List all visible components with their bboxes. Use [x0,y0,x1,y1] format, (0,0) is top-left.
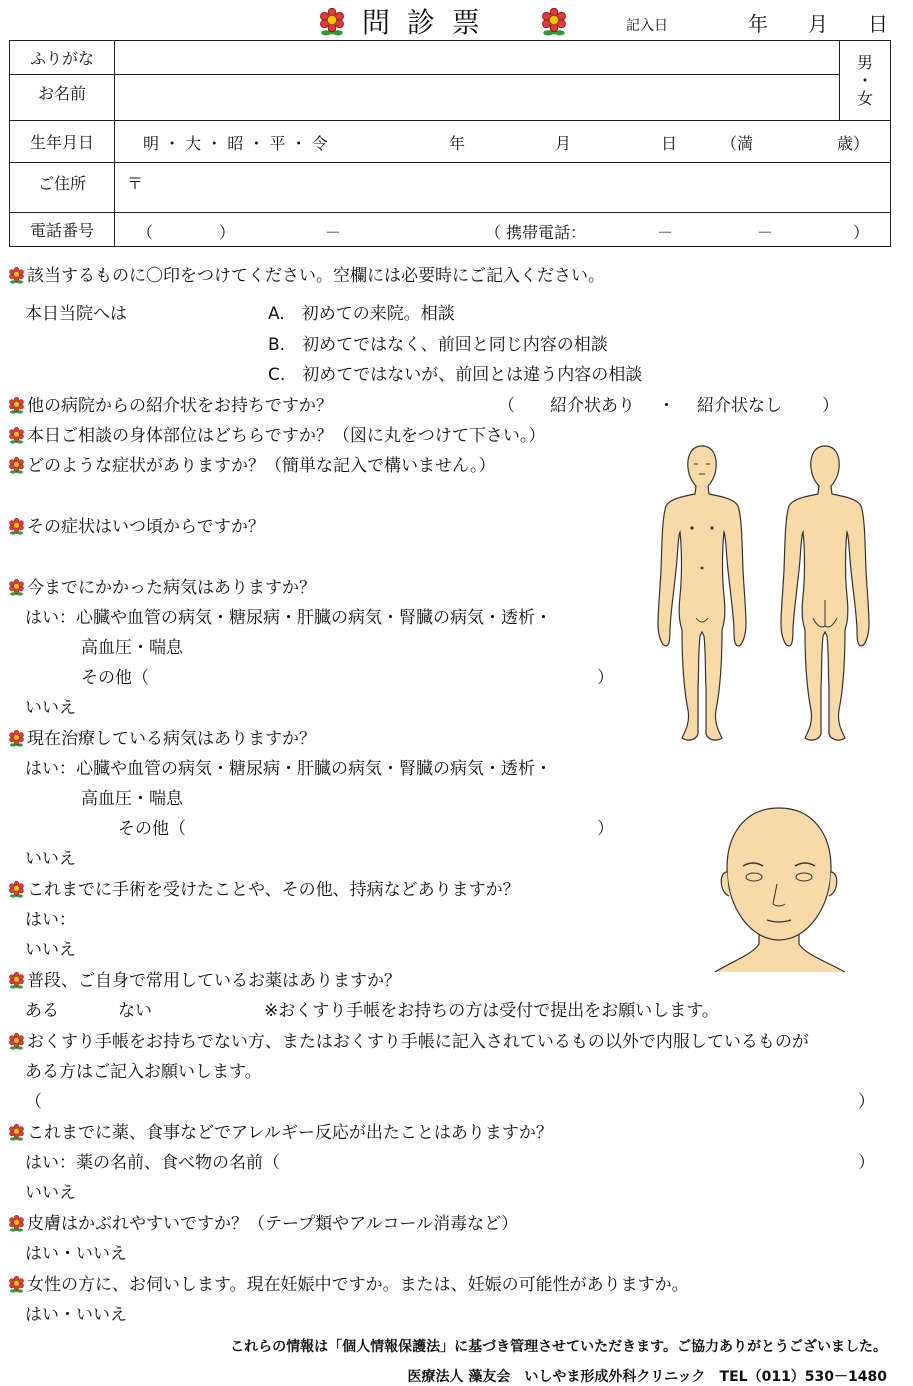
date-day: 日 [868,12,888,36]
page-title: 問 診 票 [362,6,484,39]
pregnancy-answer[interactable]: はい・いいえ [25,1305,127,1325]
mobile-dash-1: － [657,223,674,242]
past-illness-line2[interactable]: 高血圧・喘息 [81,638,183,658]
age-close: 歳） [837,134,870,153]
body-back-diagram[interactable] [775,440,875,745]
medicine-yes[interactable]: ある [25,1001,59,1021]
skin-answer[interactable]: はい・いいえ [25,1244,127,1264]
address-field[interactable] [115,163,891,213]
sex-female[interactable]: 女 [856,88,873,108]
current-illness-question: 現在治療している病気はありますか？ [8,729,316,750]
flower-icon [8,579,25,596]
flower-icon [8,881,25,898]
referral-option-yes[interactable]: 紹介状あり [550,396,635,416]
phone-dash: － [325,223,342,242]
mobile-close: ） [853,223,870,242]
privacy-note: これらの情報は「個人情報保護法」に基づき管理させていただきます。ご協力ありがとうございました。 [230,1339,887,1355]
medicine-note: ※おくすり手帳をお持ちの方は受付で提出をお願いします。 [264,1001,719,1021]
surgery-no[interactable]: いいえ [25,940,76,960]
visit-label: 本日当院へは [25,304,127,324]
phone-field[interactable] [115,213,891,247]
past-illness-question: 今までにかかった病気はありますか？ [8,578,316,599]
name-field[interactable] [115,75,840,121]
flower-icon [8,518,25,535]
notebook-close: ） [858,1092,875,1112]
birth-day: 日 [661,134,678,153]
surgery-question: これまでに手術を受けたことや、その他、持病などありますか？ [8,880,520,901]
body-part-question: 本日ご相談の身体部位はどちらですか？（図に丸をつけて下さい。） [8,426,545,447]
medicine-no[interactable]: ない [118,1001,152,1021]
flower-icon [8,1124,25,1141]
past-illness-no[interactable]: いいえ [25,698,76,718]
date-label: 記入日 [626,18,668,34]
medicine-question: 普段、ご自身で常用しているお薬はありますか？ [8,971,401,992]
current-illness-other[interactable]: その他（ [118,819,186,839]
referral-question: 他の病院からの紹介状をお持ちですか？ [8,396,333,417]
name-label: お名前 [10,75,115,121]
notebook-question: おくすり手帳をお持ちでない方、またはおくすり手帳に記入されているもの以外で内服しているものが [8,1032,809,1053]
allergy-no[interactable]: いいえ [25,1183,76,1203]
current-illness-no[interactable]: いいえ [25,849,76,869]
sex-dot: ・ [856,70,873,90]
visit-option-b[interactable]: B. 初めてではなく、前回と同じ内容の相談 [268,335,608,355]
notebook-open: （ [25,1092,42,1112]
pregnancy-question: 女性の方に、お伺いします。現在妊娠中ですか。または、妊娠の可能性がありますか。 [8,1275,689,1296]
birth-month: 月 [555,134,572,153]
onset-question: その症状はいつ頃からですか？ [8,517,265,538]
flower-icon [318,8,346,36]
phone-close: ） [219,223,236,242]
notebook-line2: ある方はご記入お願いします。 [25,1062,262,1082]
furigana-field[interactable] [115,41,840,75]
sex-field[interactable] [840,41,891,121]
birth-label: 生年月日 [10,121,115,163]
referral-close: ） [822,396,839,416]
birth-field[interactable] [115,121,891,163]
past-illness-yes[interactable]: はい：心臓や血管の病気・糖尿病・肝臓の病気・腎臓の病気・透析・ [25,608,552,628]
symptom-question: どのような症状がありますか？（簡単な記入で構いません。） [8,456,496,477]
birth-year: 年 [449,134,466,153]
postal-mark: 〒 [127,174,144,193]
flower-icon [8,1033,25,1050]
flower-icon [8,427,25,444]
visit-option-a[interactable]: A. 初めての来院。相談 [268,304,455,324]
body-front-diagram[interactable] [652,440,752,745]
current-illness-line2[interactable]: 高血圧・喘息 [81,789,183,809]
instructions: 該当するものに〇印をつけてください。空欄には必要時にご記入ください。 [8,266,605,287]
past-illness-other-close: ） [597,668,614,688]
flower-icon [8,267,25,284]
mobile-label: （ 携帯電話： [485,223,587,242]
flower-icon [8,397,25,414]
date-month: 月 [808,12,828,36]
flower-icon [8,457,25,474]
phone-label: 電話番号 [10,213,115,247]
referral-option-no[interactable]: 紹介状なし [697,396,782,416]
patient-info-table [9,40,891,247]
era-options[interactable]: 明 ・ 大 ・ 昭 ・ 平 ・ 令 [143,134,328,153]
address-label: ご住所 [10,163,115,213]
furigana-label: ふりがな [10,41,115,75]
flower-icon [8,1276,25,1293]
sex-male[interactable]: 男 [856,52,873,72]
allergy-question: これまでに薬、食事などでアレルギー反応が出たことはありますか？ [8,1123,553,1144]
phone-open: （ [137,223,154,242]
referral-sep: ・ [658,396,675,416]
referral-open: （ [498,396,515,416]
clinic-info: 医療法人 藻友会 いしやま形成外科クリニック TEL（011）530－1480 [407,1369,887,1385]
date-year: 年 [748,12,768,36]
current-illness-other-close: ） [597,819,614,839]
age-open: （満 [721,134,754,153]
allergy-close: ） [858,1153,875,1173]
head-diagram[interactable] [705,802,853,980]
past-illness-other[interactable]: その他（ [81,668,149,688]
flower-icon [540,8,568,36]
skin-question: 皮膚はかぶれやすいですか？（テープ類やアルコール消毒など） [8,1214,518,1235]
visit-option-c[interactable]: C. 初めてではないが、前回とは違う内容の相談 [268,365,643,385]
allergy-yes[interactable]: はい：薬の名前、食べ物の名前（ [25,1153,280,1173]
mobile-dash-2: － [757,223,774,242]
flower-icon [8,972,25,989]
current-illness-yes[interactable]: はい：心臓や血管の病気・糖尿病・肝臓の病気・腎臓の病気・透析・ [25,759,552,779]
surgery-yes[interactable]: はい： [25,910,76,930]
flower-icon [8,730,25,747]
flower-icon [8,1215,25,1232]
